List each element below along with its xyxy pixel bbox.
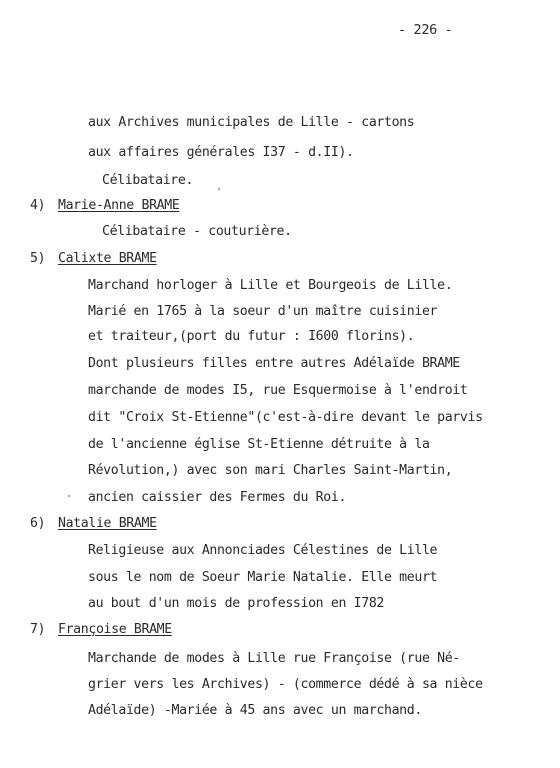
entry-name: Françoise BRAME (58, 622, 172, 637)
text-line: sous le nom de Soeur Marie Natalie. Elle meurt (88, 570, 438, 585)
entry-number: 5) (30, 251, 46, 266)
entry-name: Marie-Anne BRAME (58, 198, 180, 213)
entry-number: 6) (30, 516, 46, 531)
text-line: Marchande de modes à Lille rue Françoise (rue Né- (88, 651, 460, 666)
text-line: Célibataire - couturière. (102, 224, 292, 239)
entry-number: 7) (30, 622, 46, 637)
entry-number: 4) (30, 198, 46, 213)
text-line: et traiteur,(port du futur : I600 florins). (88, 329, 415, 344)
page-number: - 226 - (398, 22, 453, 38)
scan-speck (68, 495, 70, 497)
text-line: aux affaires générales I37 - d.II). (88, 145, 354, 160)
text-line: aux Archives municipales de Lille - cartons (88, 115, 415, 130)
text-line: Adélaïde) -Mariée à 45 ans avec un marchand. (88, 703, 422, 718)
text-line: dit "Croix St-Etienne"(c'est-à-dire devant le parvis (88, 410, 483, 425)
text-line: Religieuse aux Annonciades Célestines de Lille (88, 543, 438, 558)
text-line: Marchand horloger à Lille et Bourgeois de Lille. (88, 278, 453, 293)
text-line: Révolution,) avec son mari Charles Saint-Martin, (88, 463, 453, 478)
text-line: au bout d'un mois de profession en I782 (88, 596, 384, 611)
text-line: marchande de modes I5, rue Esquermoise à l'endroit (88, 383, 468, 398)
text-line: grier vers les Archives) - (commerce dédé à sa nièce (88, 677, 483, 692)
entry-name: Natalie BRAME (58, 516, 157, 531)
text-line: Dont plusieurs filles entre autres Adélaïde BRAME (88, 356, 460, 371)
scan-speck (218, 188, 220, 190)
text-line: Marié en 1765 à la soeur d'un maître cuisinier (88, 304, 438, 319)
text-line: ancien caissier des Fermes du Roi. (88, 490, 347, 505)
text-line: Célibataire. (102, 173, 194, 188)
entry-name: Calixte BRAME (58, 251, 157, 266)
text-line: de l'ancienne église St-Etienne détruite à la (88, 437, 430, 452)
